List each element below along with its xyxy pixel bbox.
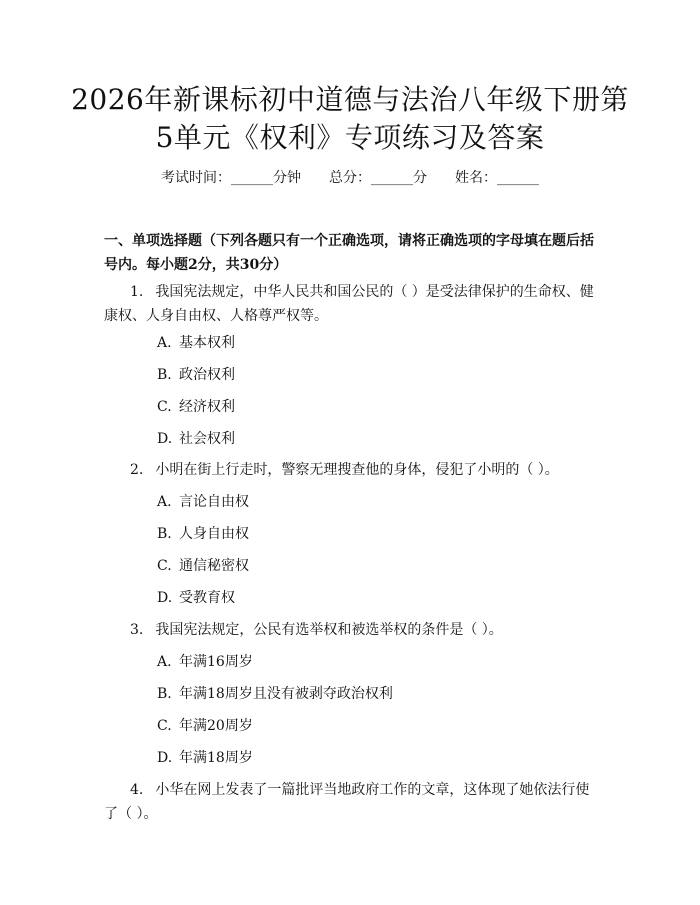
question-4 [104, 778, 598, 826]
question-2 [104, 458, 598, 482]
question-1 [104, 280, 598, 328]
question-2-option-b: B. 人身自由权 [157, 526, 249, 542]
question-3-option-c: C. 年满20周岁 [157, 718, 253, 734]
question-3-option-a: A. 年满16周岁 [157, 654, 253, 670]
question-2-option-a: A. 言论自由权 [157, 494, 249, 510]
question-text: 我国宪法规定，公民有选举权和被选举权的条件是（ ）。 [155, 622, 503, 638]
question-1-option-b: B. 政治权利 [157, 367, 235, 383]
total-score-field: 总分：______分 [329, 170, 427, 186]
question-1-option-a: A. 基本权利 [157, 335, 235, 351]
question-number: 3. [130, 622, 144, 638]
question-3 [104, 618, 598, 642]
question-number: 1. [130, 284, 144, 300]
question-2-option-c: C. 通信秘密权 [157, 558, 249, 574]
question-text: 我国宪法规定，中华人民共和国公民的（ ）是受法律保护的生命权、健康权、人身自由权、人格尊严权等。 [104, 284, 594, 324]
question-3-option-d: D. 年满18周岁 [157, 750, 253, 766]
question-text: 小明在街上行走时，警察无理搜查他的身体，侵犯了小明的（ ）。 [155, 462, 559, 478]
question-2-option-d: D. 受教育权 [157, 590, 235, 606]
exam-time-field: 考试时间：______分钟 [161, 170, 301, 186]
exam-info-row [0, 168, 700, 188]
question-number: 2. [130, 462, 144, 478]
student-name-field: 姓名：______ [455, 170, 539, 186]
document-title-line-1: 2026年新课标初中道德与法治八年级下册第 [71, 83, 629, 116]
section-heading: 一、单项选择题（下列各题只有一个正确选项，请将正确选项的字母填在题后括号内。每小题2分，共30分） [104, 233, 594, 273]
question-3-option-b: B. 年满18周岁且没有被剥夺政治权利 [157, 686, 393, 702]
question-1-option-d: D. 社会权利 [157, 431, 235, 447]
document-title-line-2: 5单元《权利》专项练习及答案 [155, 121, 545, 154]
question-text: 小华在网上发表了一篇批评当地政府工作的文章，这体现了她依法行使了（ ）。 [104, 782, 590, 822]
question-number: 4. [130, 782, 144, 798]
question-1-option-c: C. 经济权利 [157, 399, 235, 415]
